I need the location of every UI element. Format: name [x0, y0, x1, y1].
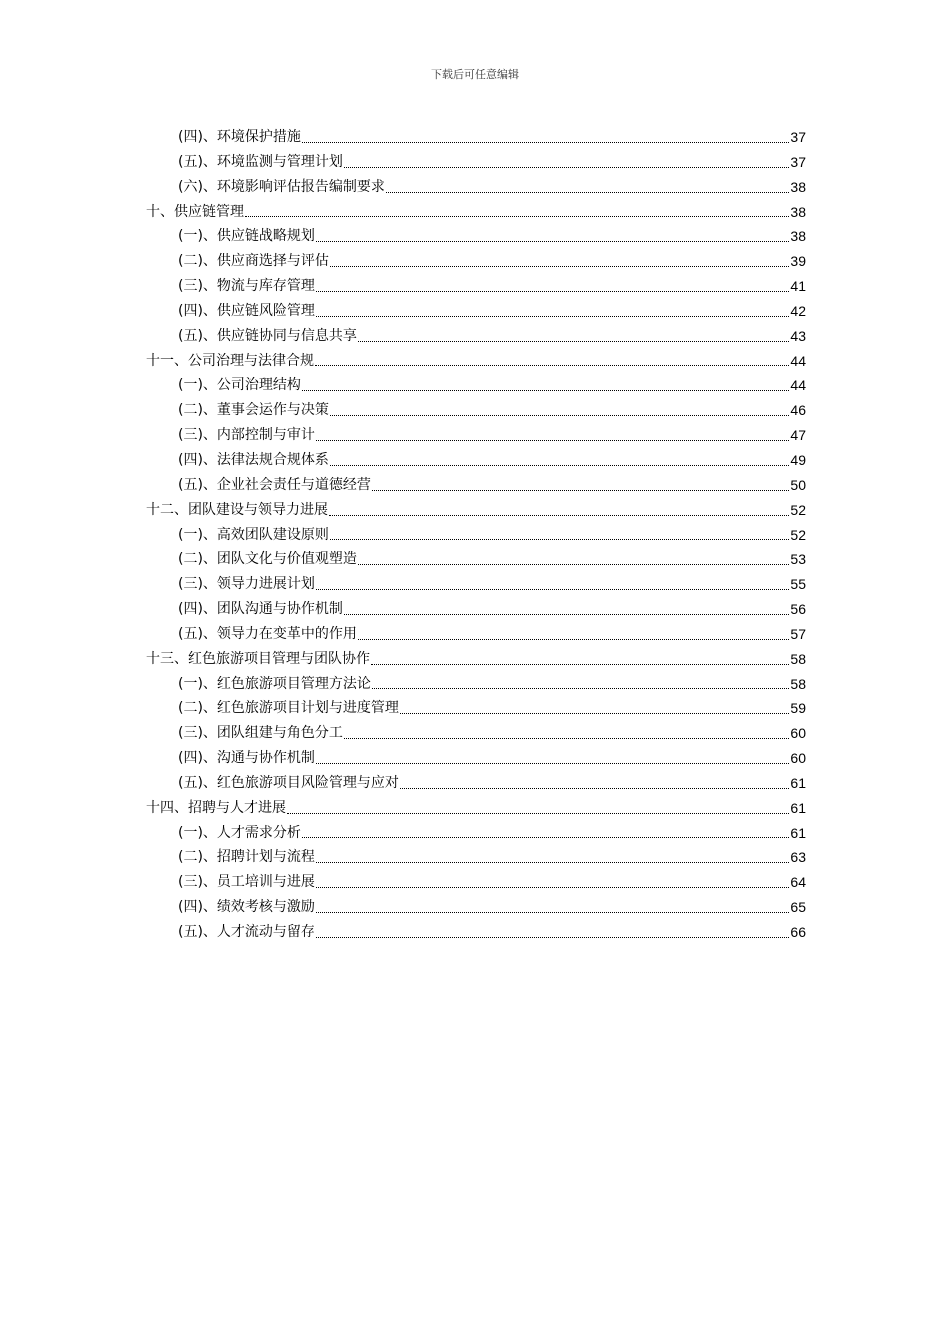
toc-entry[interactable]: [146, 796, 806, 821]
toc-entry-title: (三)、领导力进展计划: [178, 576, 315, 593]
toc-entry[interactable]: [146, 200, 806, 225]
toc-entry-page-number: 52: [790, 526, 806, 543]
toc-dot-leader: [371, 664, 789, 665]
toc-dot-leader: [372, 688, 789, 689]
toc-dot-leader: [316, 912, 789, 913]
toc-entry-title: (一)、人才需求分析: [178, 824, 301, 841]
toc-entry-page-number: 60: [790, 750, 806, 767]
toc-dot-leader: [329, 515, 789, 516]
toc-entry[interactable]: [146, 299, 806, 324]
toc-entry[interactable]: [146, 498, 806, 523]
toc-entry[interactable]: [146, 771, 806, 796]
table-of-contents: [146, 125, 806, 945]
toc-entry[interactable]: [146, 821, 806, 846]
toc-entry-title: (二)、董事会运作与决策: [178, 402, 329, 419]
toc-entry[interactable]: [146, 572, 806, 597]
toc-dot-leader: [330, 415, 789, 416]
toc-entry-page-number: 61: [790, 774, 806, 791]
toc-entry-title: (五)、人才流动与留存: [178, 924, 315, 940]
toc-entry-title: (三)、团队组建与角色分工: [178, 725, 343, 742]
toc-dot-leader: [316, 241, 789, 242]
toc-entry-page-number: 37: [790, 129, 806, 145]
toc-entry-page-number: 61: [790, 824, 806, 841]
toc-entry[interactable]: [146, 125, 806, 150]
toc-dot-leader: [386, 192, 789, 193]
toc-entry-page-number: 58: [790, 675, 806, 692]
toc-dot-leader: [358, 341, 789, 342]
toc-entry[interactable]: [146, 473, 806, 498]
toc-entry-page-number: 63: [790, 849, 806, 866]
toc-entry[interactable]: [146, 647, 806, 672]
toc-entry[interactable]: [146, 175, 806, 200]
toc-entry-page-number: 59: [790, 700, 806, 717]
toc-dot-leader: [316, 589, 789, 590]
toc-entry-page-number: 43: [790, 327, 806, 344]
toc-entry[interactable]: [146, 448, 806, 473]
toc-dot-leader: [316, 440, 789, 441]
toc-entry-page-number: 38: [790, 178, 806, 195]
toc-dot-leader: [316, 887, 789, 888]
toc-entry[interactable]: [146, 274, 806, 299]
toc-entry-title: (五)、领导力在变革中的作用: [178, 625, 357, 642]
toc-entry[interactable]: [146, 920, 806, 945]
toc-dot-leader: [315, 365, 789, 366]
toc-entry-title: (五)、企业社会责任与道德经营: [178, 476, 371, 493]
toc-dot-leader: [316, 316, 789, 317]
toc-entry-title: (一)、公司治理结构: [178, 377, 301, 394]
toc-dot-leader: [344, 738, 789, 739]
toc-dot-leader: [287, 813, 789, 814]
toc-dot-leader: [400, 713, 789, 714]
toc-entry-title: (四)、绩效考核与激励: [178, 899, 315, 916]
toc-entry-title: (六)、环境影响评估报告编制要求: [178, 178, 385, 195]
toc-entry-title: (四)、沟通与协作机制: [178, 750, 315, 767]
toc-entry-title: (三)、内部控制与审计: [178, 427, 315, 444]
toc-entry[interactable]: [146, 373, 806, 398]
toc-dot-leader: [330, 266, 789, 267]
toc-entry[interactable]: [146, 523, 806, 548]
toc-entry-page-number: 47: [790, 427, 806, 444]
toc-entry-title: (五)、红色旅游项目风险管理与应对: [178, 774, 399, 791]
toc-dot-leader: [316, 291, 789, 292]
toc-entry-page-number: 49: [790, 451, 806, 468]
toc-dot-leader: [302, 390, 789, 391]
toc-entry-title: (四)、法律法规合规体系: [178, 451, 329, 468]
toc-entry-page-number: 53: [790, 551, 806, 568]
toc-entry-title: (四)、环境保护措施: [178, 129, 301, 145]
toc-entry-title: 十四、招聘与人才进展: [146, 799, 286, 816]
toc-entry[interactable]: [146, 746, 806, 771]
toc-entry-page-number: 57: [790, 625, 806, 642]
toc-entry-page-number: 52: [790, 501, 806, 518]
toc-entry-title: (三)、员工培训与进展: [178, 874, 315, 891]
toc-entry[interactable]: [146, 895, 806, 920]
toc-entry[interactable]: [146, 349, 806, 374]
toc-entry-page-number: 66: [790, 924, 806, 940]
toc-entry[interactable]: [146, 249, 806, 274]
toc-dot-leader: [330, 539, 789, 540]
toc-entry[interactable]: [146, 672, 806, 697]
toc-entry-page-number: 55: [790, 576, 806, 593]
toc-entry-title: 十二、团队建设与领导力进展: [146, 501, 328, 518]
toc-entry-page-number: 39: [790, 253, 806, 270]
toc-entry-title: (二)、供应商选择与评估: [178, 253, 329, 270]
toc-dot-leader: [316, 937, 789, 938]
toc-entry-page-number: 50: [790, 476, 806, 493]
page-header: 下载后可任意编辑: [431, 68, 519, 81]
toc-entry[interactable]: [146, 150, 806, 175]
toc-entry-page-number: 42: [790, 302, 806, 319]
toc-entry-title: 十三、红色旅游项目管理与团队协作: [146, 650, 370, 667]
toc-entry-page-number: 44: [790, 377, 806, 394]
toc-entry[interactable]: [146, 423, 806, 448]
toc-entry-title: (二)、红色旅游项目计划与进度管理: [178, 700, 399, 717]
toc-entry-page-number: 65: [790, 899, 806, 916]
toc-dot-leader: [302, 837, 789, 838]
toc-entry-title: (四)、团队沟通与协作机制: [178, 601, 343, 618]
toc-dot-leader: [400, 788, 789, 789]
toc-dot-leader: [316, 862, 789, 863]
toc-entry-page-number: 58: [790, 650, 806, 667]
toc-dot-leader: [372, 490, 789, 491]
toc-entry[interactable]: [146, 547, 806, 572]
toc-entry-title: (五)、供应链协同与信息共享: [178, 327, 357, 344]
toc-entry-page-number: 38: [790, 228, 806, 245]
toc-entry-page-number: 41: [790, 278, 806, 295]
toc-dot-leader: [245, 216, 789, 217]
toc-entry-page-number: 46: [790, 402, 806, 419]
toc-entry-title: (四)、供应链风险管理: [178, 302, 315, 319]
toc-entry-title: (二)、招聘计划与流程: [178, 849, 315, 866]
toc-dot-leader: [358, 564, 789, 565]
toc-entry-page-number: 56: [790, 601, 806, 618]
toc-entry[interactable]: [146, 622, 806, 647]
toc-entry[interactable]: [146, 721, 806, 746]
toc-entry[interactable]: [146, 870, 806, 895]
toc-entry-title: (五)、环境监测与管理计划: [178, 153, 343, 170]
toc-dot-leader: [344, 614, 789, 615]
toc-entry-title: (一)、红色旅游项目管理方法论: [178, 675, 371, 692]
toc-entry-page-number: 64: [790, 874, 806, 891]
toc-dot-leader: [316, 763, 789, 764]
toc-entry-page-number: 60: [790, 725, 806, 742]
toc-entry-page-number: 44: [790, 352, 806, 369]
toc-entry[interactable]: [146, 597, 806, 622]
toc-dot-leader: [358, 639, 789, 640]
toc-entry-title: 十、供应链管理: [146, 203, 244, 220]
toc-dot-leader: [330, 465, 789, 466]
toc-dot-leader: [302, 142, 789, 143]
toc-entry-page-number: 38: [790, 203, 806, 220]
toc-entry[interactable]: [146, 398, 806, 423]
toc-entry[interactable]: [146, 845, 806, 870]
toc-entry-title: (一)、供应链战略规划: [178, 228, 315, 245]
toc-entry[interactable]: [146, 324, 806, 349]
toc-dot-leader: [344, 167, 789, 168]
toc-entry-page-number: 37: [790, 153, 806, 170]
toc-entry-title: (三)、物流与库存管理: [178, 278, 315, 295]
toc-entry[interactable]: [146, 696, 806, 721]
toc-entry-page-number: 61: [790, 799, 806, 816]
toc-entry-title: (一)、高效团队建设原则: [178, 526, 329, 543]
toc-entry[interactable]: [146, 224, 806, 249]
toc-entry-title: (二)、团队文化与价值观塑造: [178, 551, 357, 568]
toc-entry-title: 十一、公司治理与法律合规: [146, 352, 314, 369]
